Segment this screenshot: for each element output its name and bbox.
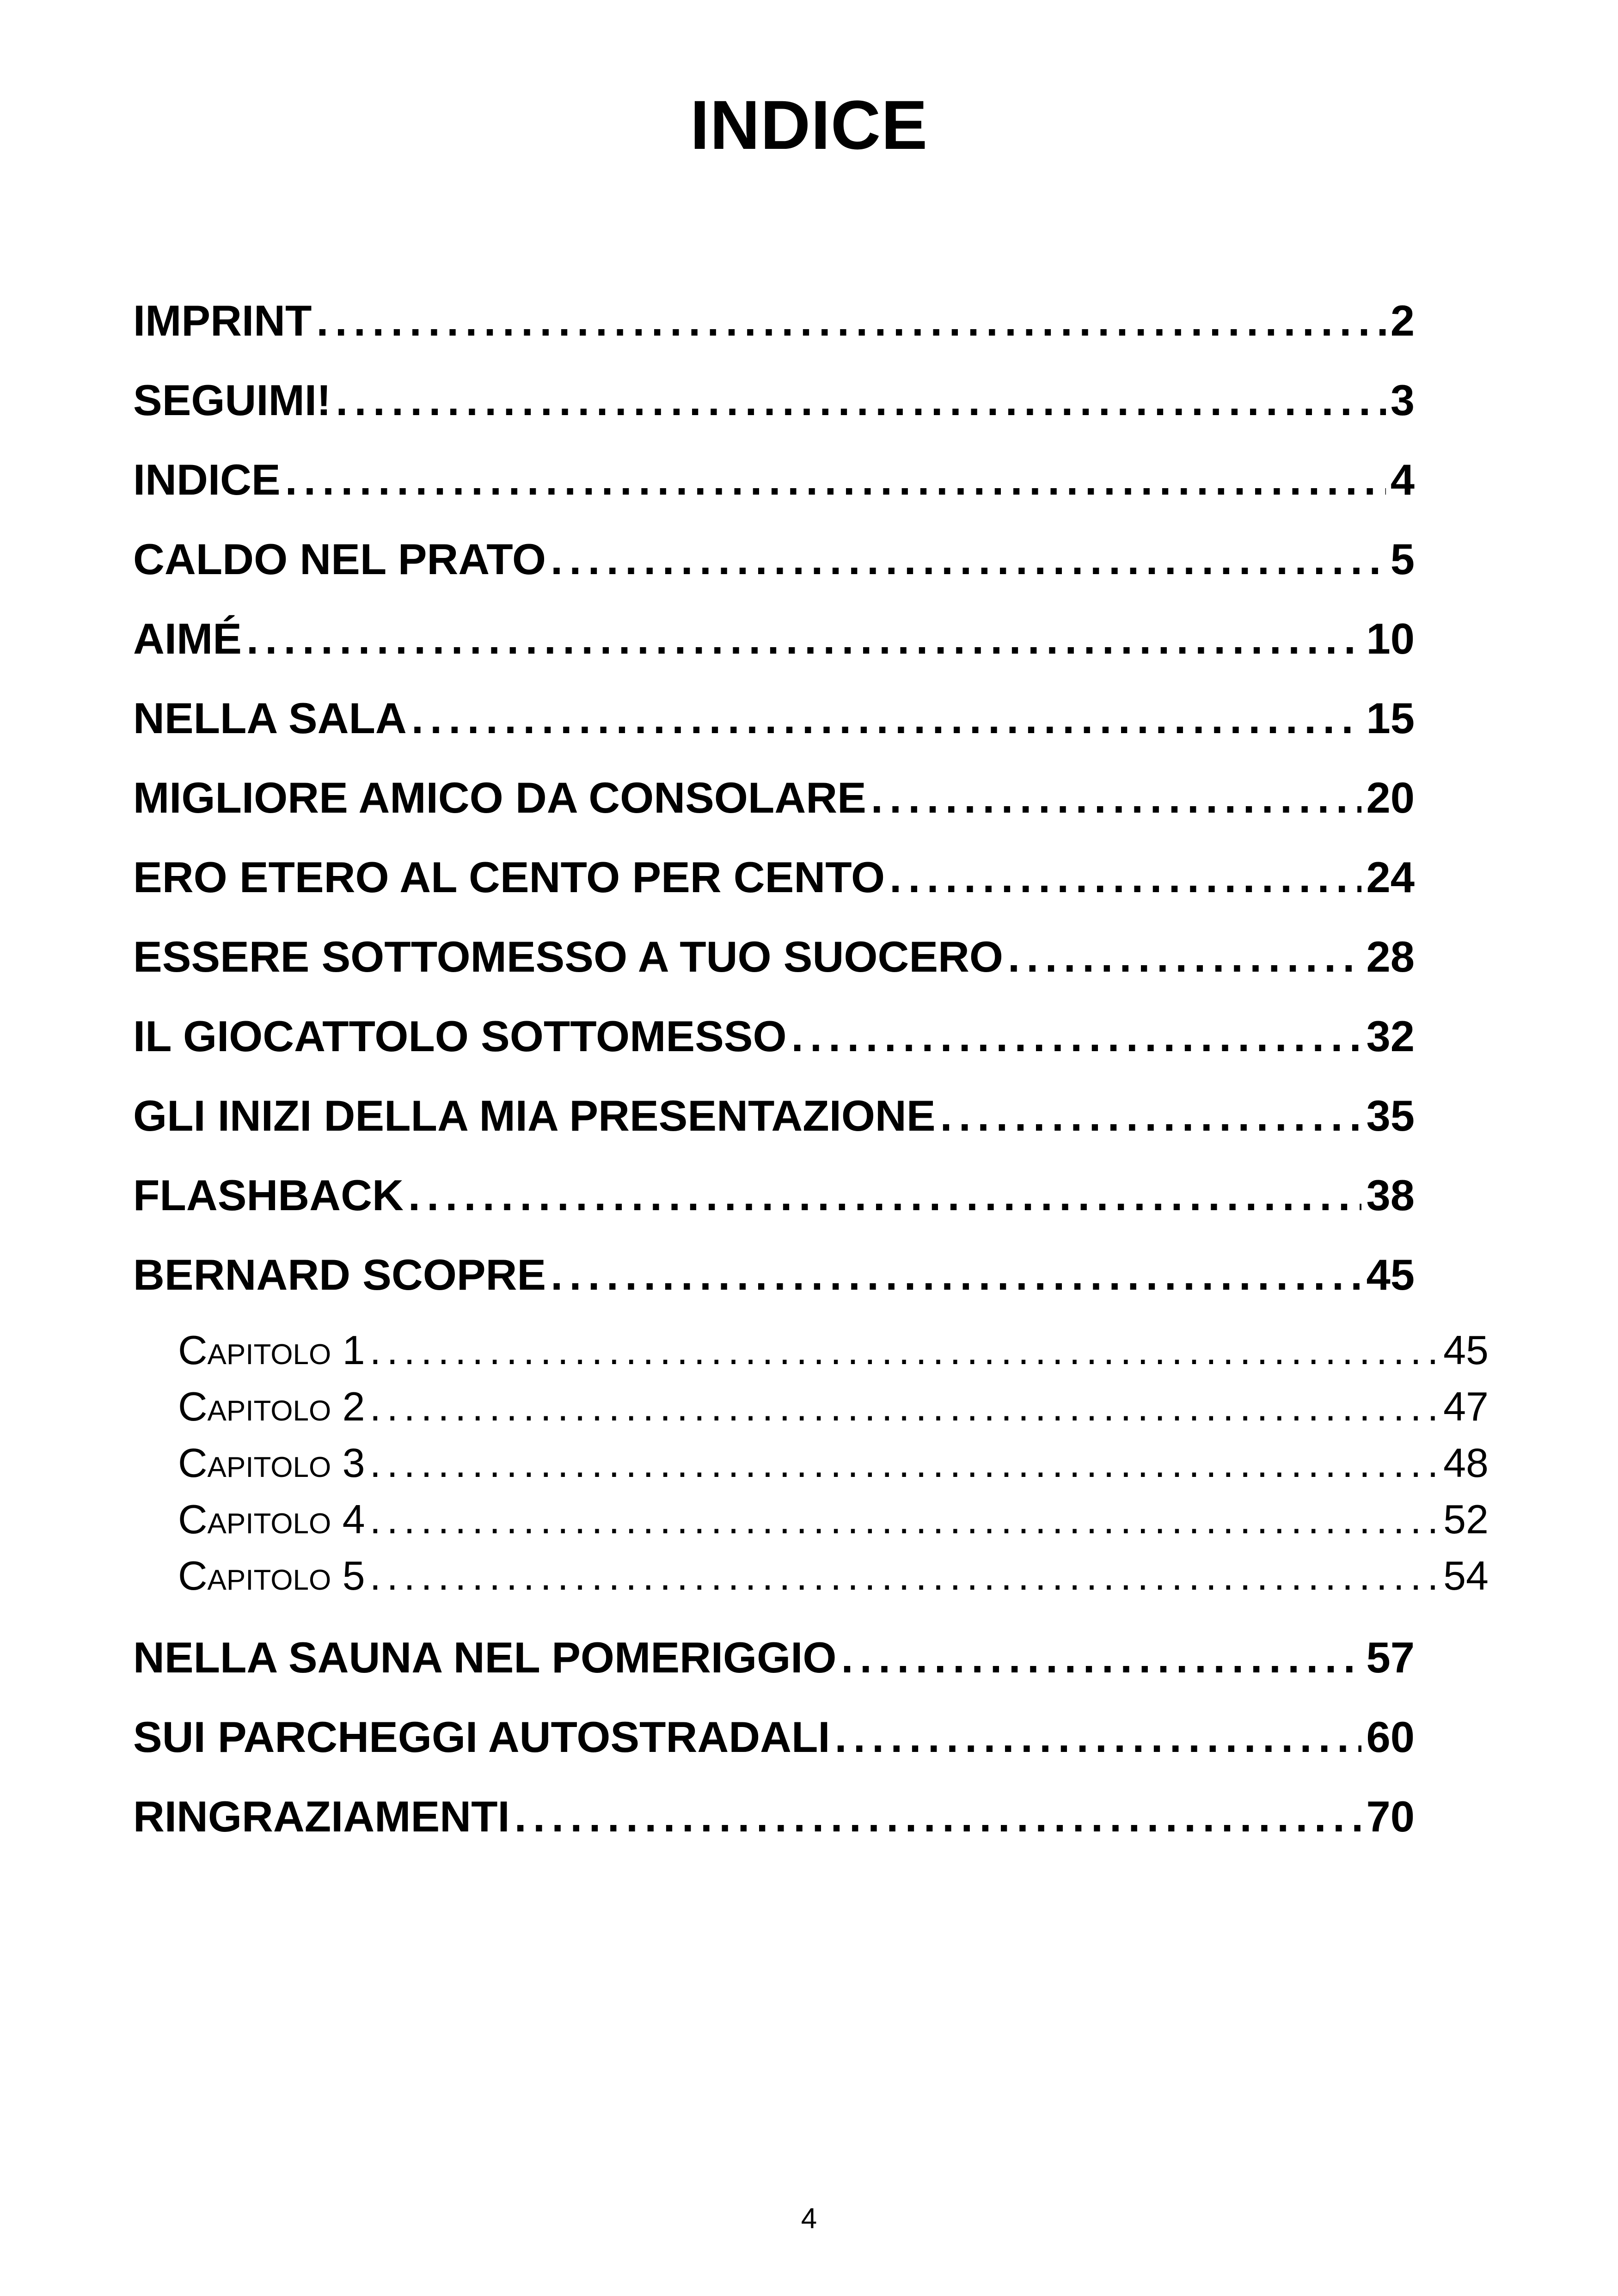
toc-entry-essere-sottomesso[interactable]: [133, 932, 1415, 987]
toc-entry-imprint[interactable]: [133, 296, 1415, 351]
toc-entry-page: 70: [1366, 1792, 1415, 1841]
toc-entry-label: IL GIOCATTOLO SOTTOMESSO: [133, 1012, 787, 1060]
toc-entry-page: 4: [1390, 455, 1415, 504]
toc-entry-label: AIMÉ: [133, 614, 242, 663]
toc-entry-label: CALDO NEL PRATO: [133, 535, 546, 583]
toc-entry-page: 24: [1366, 853, 1415, 901]
toc-entry-label: FLASHBACK: [133, 1171, 404, 1219]
dot-leader: [370, 1383, 1439, 1430]
toc-entry-aime[interactable]: [133, 614, 1415, 669]
toc-entry-il-giocattolo[interactable]: [133, 1011, 1415, 1067]
toc-sub-entry-capitolo-1[interactable]: [178, 1327, 1489, 1378]
dot-leader: [246, 614, 1361, 664]
toc-sub-entry-capitolo-3[interactable]: [178, 1439, 1489, 1490]
toc-entry-page: 45: [1443, 1327, 1489, 1373]
toc-entry-page: 3: [1390, 376, 1415, 424]
toc-entry-page: 20: [1366, 773, 1415, 822]
toc-entry-page: 47: [1443, 1384, 1489, 1429]
toc-entry-label: RINGRAZIAMENTI: [133, 1792, 510, 1841]
dot-leader: [370, 1552, 1439, 1599]
toc-entry-ero-etero[interactable]: [133, 852, 1415, 908]
dot-leader: [515, 1792, 1362, 1842]
dot-leader: [1008, 932, 1361, 982]
toc-entry-page: 54: [1443, 1553, 1489, 1598]
toc-entry-label: NELLA SALA: [133, 694, 407, 742]
toc-entry-indice[interactable]: [133, 455, 1415, 510]
toc-entry-gli-inizi[interactable]: [133, 1091, 1415, 1146]
dot-leader: [940, 1091, 1362, 1141]
toc-entry-nella-sauna[interactable]: [133, 1633, 1415, 1688]
toc-entry-flashback[interactable]: [133, 1170, 1415, 1226]
toc-entry-page: 35: [1366, 1091, 1415, 1140]
toc-entry-page: 32: [1366, 1012, 1415, 1060]
toc-entry-seguimi[interactable]: [133, 375, 1415, 431]
toc-entry-label: ESSERE SOTTOMESSO A TUO SUOCERO: [133, 932, 1004, 981]
toc-entry-page: 5: [1390, 535, 1415, 583]
toc-entry-label: Capitolo 1: [178, 1327, 365, 1373]
dot-leader: [871, 773, 1362, 823]
toc-entry-page: 52: [1443, 1496, 1489, 1542]
toc-entry-nella-sala[interactable]: [133, 693, 1415, 749]
toc-sub-entry-capitolo-5[interactable]: [178, 1552, 1489, 1603]
toc-sub-entry-capitolo-4[interactable]: [178, 1496, 1489, 1547]
toc-entry-label: NELLA SAUNA NEL POMERIGGIO: [133, 1633, 837, 1682]
dot-leader: [370, 1496, 1439, 1543]
toc-entry-page: 48: [1443, 1440, 1489, 1486]
toc-entry-page: 45: [1366, 1250, 1415, 1299]
toc-entry-label: Capitolo 3: [178, 1440, 365, 1486]
dot-leader: [551, 534, 1386, 584]
toc-entry-page: 38: [1366, 1171, 1415, 1219]
toc-entry-label: Capitolo 2: [178, 1384, 365, 1429]
page-title: INDICE: [690, 86, 928, 164]
dot-leader: [370, 1327, 1439, 1374]
dot-leader: [370, 1439, 1439, 1487]
toc-entry-label: Capitolo 4: [178, 1496, 365, 1542]
toc-entry-page: 60: [1366, 1713, 1415, 1761]
toc-entry-caldo-nel-prato[interactable]: [133, 534, 1415, 590]
toc-entry-ringraziamenti[interactable]: [133, 1792, 1415, 1847]
toc-entry-label: SEGUIMI!: [133, 376, 331, 424]
dot-leader: [408, 1170, 1362, 1220]
toc-entry-bernard-scopre[interactable]: [133, 1250, 1415, 1305]
dot-leader: [285, 455, 1386, 505]
toc-entry-sui-parcheggi[interactable]: [133, 1712, 1415, 1768]
dot-leader: [889, 852, 1361, 902]
toc-entry-page: 2: [1390, 296, 1415, 345]
toc-entry-label: MIGLIORE AMICO DA CONSOLARE: [133, 773, 866, 822]
toc-entry-label: IMPRINT: [133, 296, 312, 345]
toc-entry-page: 57: [1366, 1633, 1415, 1682]
dot-leader: [551, 1250, 1361, 1300]
toc-entry-page: 28: [1366, 932, 1415, 981]
dot-leader: [791, 1011, 1362, 1061]
toc-entry-label: ERO ETERO AL CENTO PER CENTO: [133, 853, 885, 901]
dot-leader: [841, 1633, 1362, 1683]
toc-entry-page: 10: [1366, 614, 1415, 663]
toc-sub-entry-capitolo-2[interactable]: [178, 1383, 1489, 1434]
toc-entry-label: SUI PARCHEGGI AUTOSTRADALI: [133, 1713, 830, 1761]
dot-leader: [411, 693, 1362, 743]
toc-entry-migliore-amico[interactable]: [133, 773, 1415, 828]
toc-entry-label: INDICE: [133, 455, 281, 504]
dot-leader: [835, 1712, 1362, 1762]
dot-leader: [336, 375, 1385, 425]
toc-entry-label: Capitolo 5: [178, 1553, 365, 1598]
dot-leader: [316, 296, 1385, 346]
toc-entry-label: GLI INIZI DELLA MIA PRESENTAZIONE: [133, 1091, 936, 1140]
toc-entry-page: 15: [1366, 694, 1415, 742]
page-number: 4: [801, 2203, 817, 2235]
toc-entry-label: BERNARD SCOPRE: [133, 1250, 546, 1299]
